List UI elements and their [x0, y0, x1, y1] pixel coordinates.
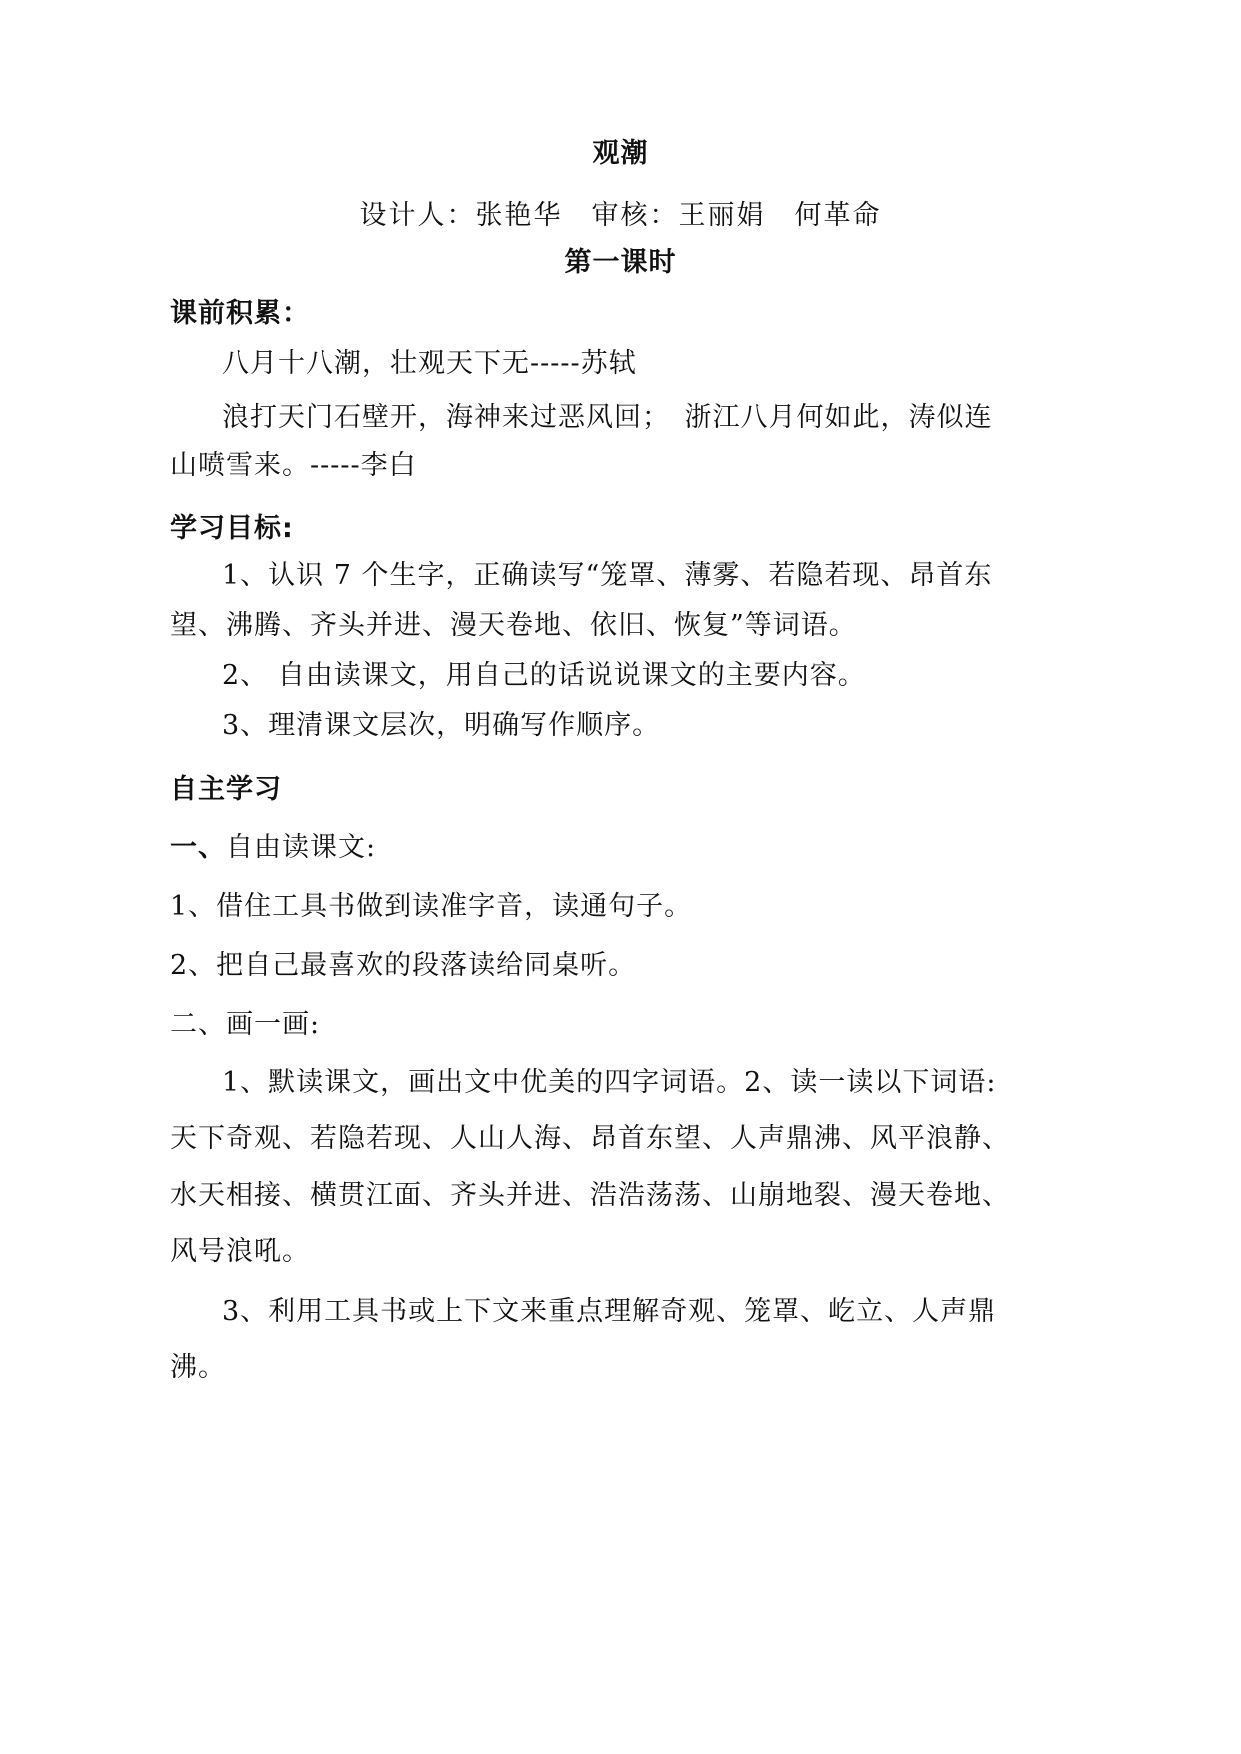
part1-heading	[170, 834, 376, 861]
part2-heading: 二、画一画:	[170, 1009, 321, 1040]
designer-line: 设计人：张艳华 审核：王丽娟 何革命	[359, 200, 882, 231]
quote-li-bai-line2: 山喷雪来。-----李白	[170, 450, 417, 481]
part1-item-2: 2、把自己最喜欢的段落读给同桌听。	[170, 950, 637, 981]
part1-item-1: 1、借住工具书做到读准字音，读通句子。	[170, 891, 693, 922]
part2-word-list-line-2: 水天相接、横贯江面、齐头并进、浩浩荡荡、山崩地裂、漫天卷地、	[170, 1180, 1010, 1211]
part2-item-3-line2: 沸。	[170, 1352, 226, 1383]
goal-item-3: 3、理清课文层次，明确写作顺序。	[222, 710, 661, 741]
quote-su-shi: 八月十八潮，壮观天下无-----苏轼	[222, 348, 637, 379]
lesson-label: 第一课时	[564, 247, 677, 278]
part2-word-list-line-3: 风号浪吼。	[170, 1236, 310, 1267]
quote-li-bai-line1: 浪打天门石壁开，海神来过恶风回； 浙江八月何如此，涛似连	[222, 402, 993, 433]
pre-class-heading: 课前积累：	[170, 298, 310, 329]
part2-item-3-line1: 3、利用工具书或上下文来重点理解奇观、笼罩、屹立、人声鼎	[222, 1296, 997, 1327]
goal-item-2: 2、 自由读课文，用自己的话说说课文的主要内容。	[222, 660, 866, 691]
part2-line-1: 1、默读课文，画出文中优美的四字词语。2、读一读以下词语:	[222, 1067, 997, 1098]
goals-heading: 学习目标:	[170, 513, 294, 544]
goal-item-1-line2: 望、沸腾、齐头并进、漫天卷地、依旧、恢复”等词语。	[170, 610, 857, 641]
part2-word-list-line-1: 天下奇观、若隐若现、人山人海、昂首东望、人声鼎沸、风平浪静、	[170, 1123, 1010, 1154]
part1-title: 自由读课文:	[226, 832, 377, 863]
document-title: 观潮	[592, 138, 649, 169]
self-study-heading: 自主学习	[170, 774, 282, 805]
part1-number: 一、	[170, 832, 226, 863]
goal-item-1-line1: 1、认识 7 个生字，正确读写“笼罩、薄雾、若隐若现、昂首东	[222, 560, 993, 591]
